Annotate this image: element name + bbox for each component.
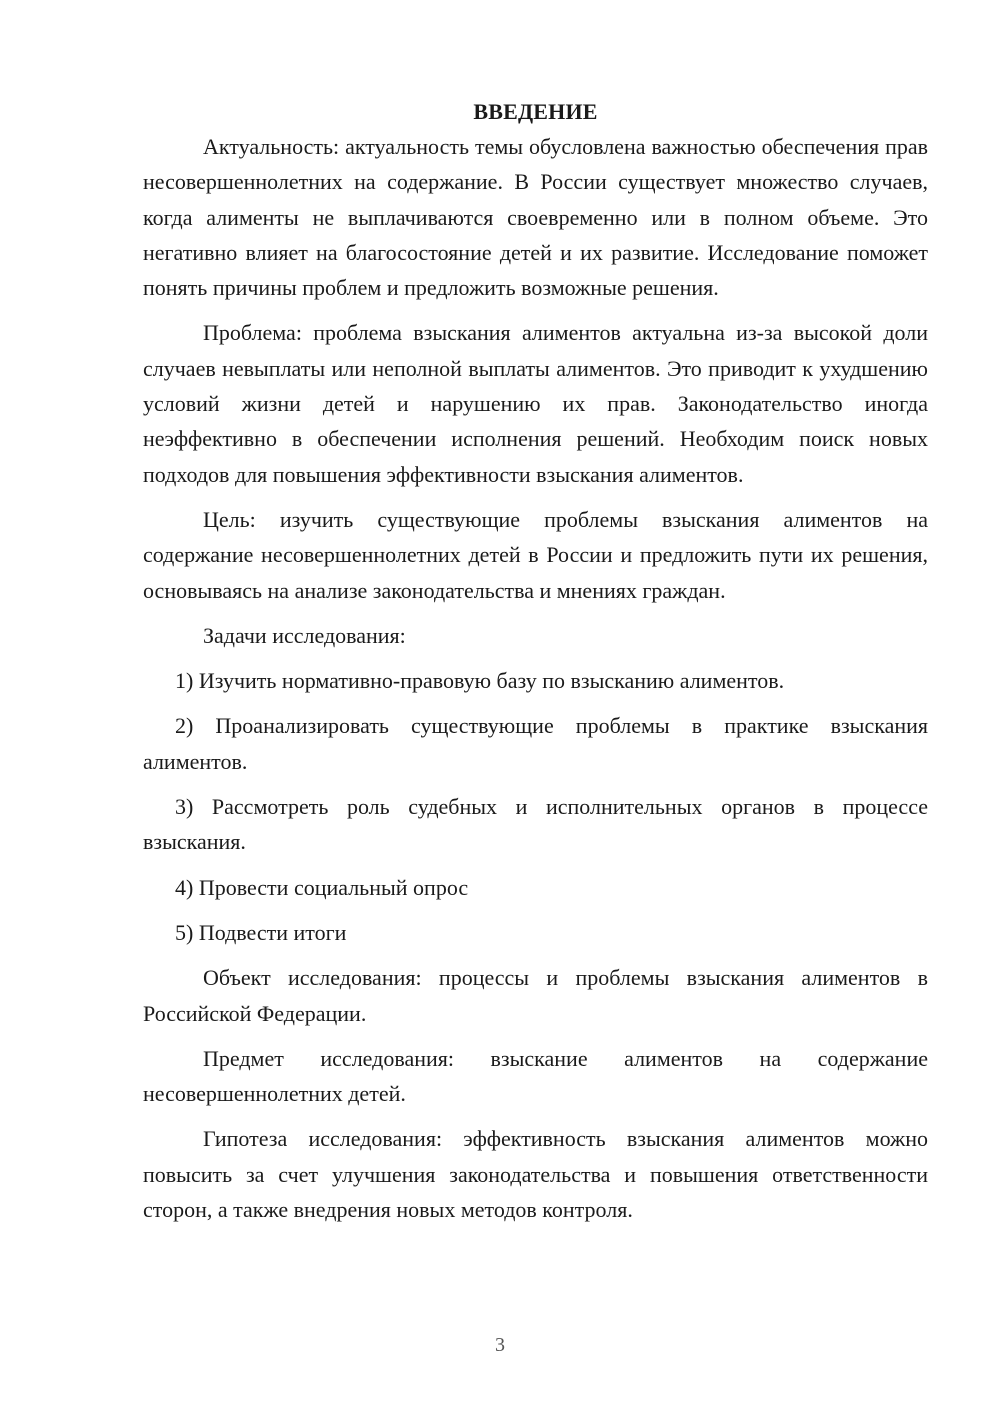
paragraph-relevance: Актуальность: актуальность темы обусловлена важностью обеспечения прав несовершеннолетних на содержание. В России существует множество случаев, когда алименты не выплачиваются своевременно или в полном объеме. Это негативно влияет на благосостояние детей и их развитие. Исследование поможет понять причины проблем и предложить возможные решения. [143,134,928,301]
paragraph-goal: Цель: изучить существующие проблемы взыскания алиментов на содержание несовершеннолетних детей в России и предложить пути их решения, основываясь на анализе законодательства и мнениях граждан. [143,506,928,603]
paragraph-tasks-heading: Задачи исследования: [203,622,406,648]
list-item: 3) Рассмотреть роль судебных и исполнительных органов в процессе взыскания. [143,794,928,855]
paragraph-hypothesis: Гипотеза исследования: эффективность взыскания алиментов можно повысить за счет улучшения законодательства и повышения ответственности сторон, а также внедрения новых методов контроля. [143,1126,928,1223]
list-item: 4) Провести социальный опрос [175,874,469,900]
paragraph-problem: Проблема: проблема взыскания алиментов актуальна из-за высокой доли случаев невыплаты или неполной выплаты алиментов. Это приводит к ухудшению условий жизни детей и нарушению их прав. Законодательство иногда неэффективно в обеспечении исполнения решений. Необходим поиск новых подходов для повышения эффективности взыскания алиментов. [143,320,928,487]
section-title: ВВЕДЕНИЕ [473,99,598,124]
list-item: 2) Проанализировать существующие проблемы в практике взыскания алиментов. [143,713,928,774]
page-number: 3 [495,1334,505,1356]
list-item: 1) Изучить нормативно-правовую базу по взысканию алиментов. [175,668,785,694]
tasks-list [143,663,928,950]
paragraph-subject: Предмет исследования: взыскание алиментов на содержание несовершеннолетних детей. [143,1045,928,1107]
document-body [143,94,928,1227]
list-item: 5) Подвести итоги [175,919,347,945]
paragraph-object: Объект исследования: процессы и проблемы взыскания алиментов в Российской Федерации. [143,965,928,1026]
